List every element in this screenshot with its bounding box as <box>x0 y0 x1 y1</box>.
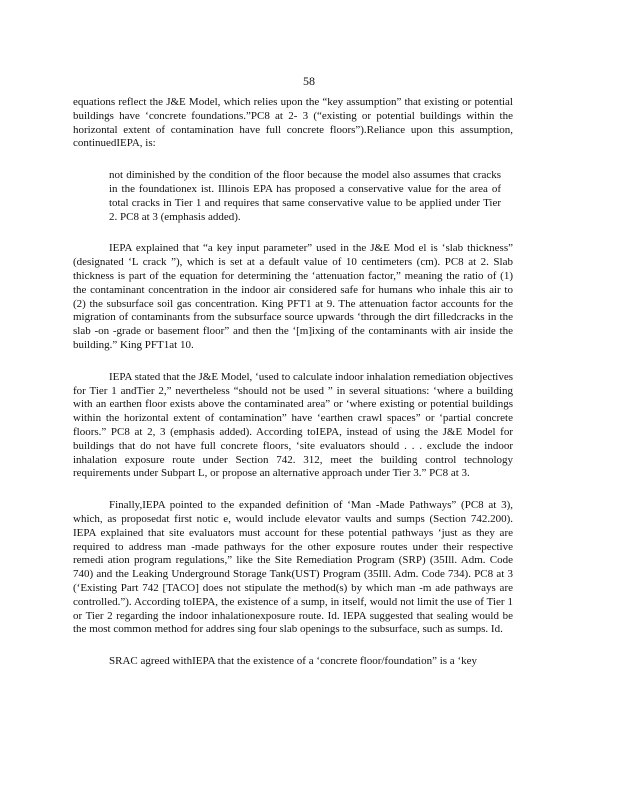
paragraph-srac-agreement: SRAC agreed withIEPA that the existence of a ‘concrete floor/foundation” is a ‘key <box>109 655 477 668</box>
paragraph-man-made-pathways: Finally,IEPA pointed to the expanded definition of ‘Man -Made Pathways” (PC8 at 3), which, as proposedat first notic e, would include elevator vaults and sumps (Section 742.200). IEPA explained that site evaluators must account for these potential pathways ‘just as they are required to address man -made pathways for the other exposure routes under their respective remedi ation program regulations,” like the Site Remediation Program (SRP) (35Ill. Adm. Code 740) and the Leaking Underground Storage Tank(UST) Program (35Ill. Adm. Code 734). PC8 at 3 (‘Existing Part 742 [TACO] does not stipulate the method(s) by which man -m ade pathways are controlled.”). According toIEPA, the existence of a sump, in itself, would not limit the use of Tier 1 or Tier 2 regarding the indoor inhalationexposure route. Id. IEPA suggested that sealing would be the most common method for addres sing four slab openings to the subsurface, such as sumps. Id. <box>73 499 513 636</box>
block-quote-floor-cracks: not diminished by the condition of the floor because the model also assumes that cracks in the foundationex ist. Illinois EPA has proposed a conservative value for the area of total cracks in Tier 1 and requires that same conservative value to be applied under Tier 2. PC8 at 3 (emphasis added). <box>109 169 501 223</box>
paragraph-slab-thickness: IEPA explained that “a key input parameter” used in the J&E Mod el is ‘slab thickness” (designated ‘L crack ”), which is set at a default value of 10 centimeters (cm). PC8 at 2. Slab thickness is part of the equation for determining the ‘attenuation factor,” meaning the ratio of (1) the contaminant concentration in the indoor air considered safe for humans who inhale this air to (2) the subsurface soil gas concentration. King PFT1 at 9. The attenuation factor accounts for the migration of contaminants from the subsurface source upwards ‘through the dirt filledcracks in the slab -on -grade or basement floor” and then the ‘[m]ixing of the contaminants with air inside the building.” King PFT1at 10. <box>73 242 513 351</box>
page-body <box>73 96 513 687</box>
paragraph-jande-model-assumption: equations reflect the J&E Model, which relies upon the “key assumption” that existing or potential buildings have ‘concrete foundations.”PC8 at 2- 3 (“existing or potential buildings within the horizontal extent of contamination have full concrete floors”).Reliance upon this assumption, continuedIEPA, is: <box>73 96 513 150</box>
paragraph-model-limitations: IEPA stated that the J&E Model, ‘used to calculate indoor inhalation remediation objectives for Tier 1 andTier 2,” nevertheless “should not be used ” in several situations: ‘where a building with an earthen floor exists above the contaminated area” or ‘where existing or potential buildings within the horizontal extent of contamination” have ‘earthen crawl spaces” or ‘partial concrete floors.” PC8 at 2, 3 (emphasis added). According toIEPA, instead of using the J&E Model for buildings that do not have full concrete floors, ‘site evaluators should . . . exclude the indoor inhalation exposure route under Section 742. 312, meet the building control technology requirements under Subpart L, or propose an alternative approach under Tier 3.” PC8 at 3. <box>73 370 513 480</box>
page-number: 58 <box>303 74 315 88</box>
